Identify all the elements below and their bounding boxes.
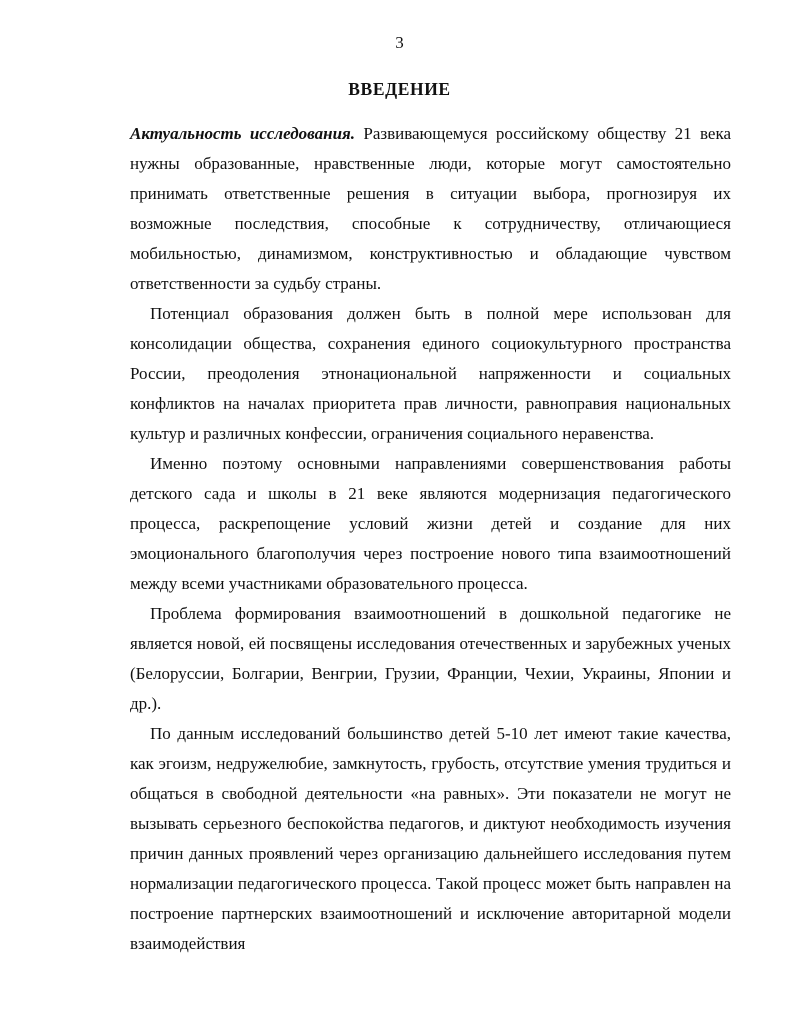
paragraph-relevance	[130, 119, 731, 299]
paragraph-research-data: По данным исследований большинство детей 5-10 лет имеют такие качества, как эгоизм, недружелюбие, замкнутость, грубость, отсутствие умения трудиться и общаться в свободной деятельности «на равных». Эти показатели не могут не вызывать серьезного беспокойства педагогов, и диктуют необходимость изучения причин данных проявлений через организацию дальнейшего исследования путем нормализации педагогического процесса. Такой процесс может быть направлен на построение партнерских взаимоотношений и исключение авторитарной модели взаимодействия	[130, 724, 731, 953]
paragraph-problem: Проблема формирования взаимоотношений в дошкольной педагогике не является новой, ей посвящены исследования отечественных и зарубежных ученых (Белоруссии, Болгарии, Венгрии, Грузии, Франции, Чехии, Украины, Японии и др.).	[130, 604, 731, 713]
paragraph-modernization: Именно поэтому основными направлениями совершенствования работы детского сада и школы в 21 веке являются модернизация педагогического процесса, раскрепощение условий жизни детей и создание для них эмоционального благополучия через построение нового типа взаимоотношений между всеми участниками образовательного процесса.	[130, 454, 731, 593]
section-heading: ВВЕДЕНИЕ	[348, 79, 451, 99]
page-number: 3	[395, 33, 404, 52]
relevance-text: Развивающемуся российскому обществу 21 века нужны образованные, нравственные люди, которые могут самостоятельно принимать ответственные решения в ситуации выбора, прогнозируя их возможные последствия, способные к сотрудничеству, отличающиеся мобильностью, динамизмом, конструктивностью и обладающие чувством ответственности за судьбу страны.	[130, 124, 731, 293]
paragraph-education-potential: Потенциал образования должен быть в полной мере использован для консолидации общества, сохранения единого социокультурного пространства России, преодоления этнонациональной напряженности и социальных конфликтов на началах приоритета прав личности, равноправия национальных культур и различных конфессии, ограничения социального неравенства.	[130, 304, 731, 443]
body-text	[130, 119, 731, 959]
relevance-lead: Актуальность исследования.	[130, 124, 356, 143]
